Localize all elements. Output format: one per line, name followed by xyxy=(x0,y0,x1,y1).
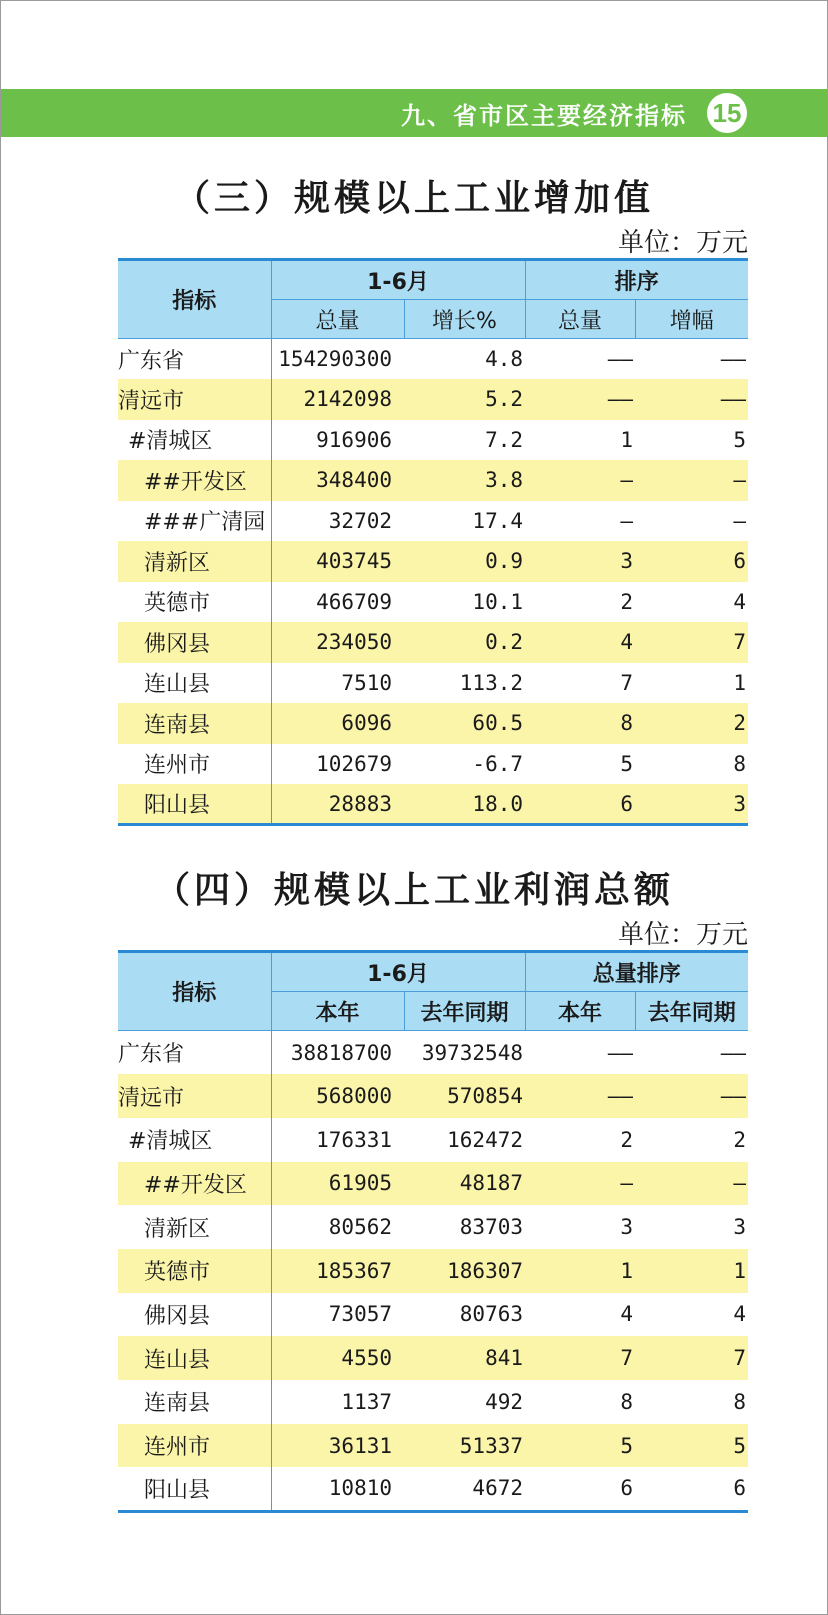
cell-growth: 5.2 xyxy=(404,379,525,420)
cell-this-year: 80562 xyxy=(328,1215,392,1240)
cell-rank-growth: —— xyxy=(635,379,748,420)
cell-total: 102679 xyxy=(316,751,392,776)
section3-unit: 单位：万元 xyxy=(617,228,748,258)
cell-rank-total: 3 xyxy=(525,541,635,582)
table-row xyxy=(118,1293,748,1337)
table-row xyxy=(118,582,748,623)
cell-rank-total: 6 xyxy=(525,784,635,825)
table-row xyxy=(118,379,748,420)
cell-growth: -6.7 xyxy=(472,751,523,776)
cell-rank-this-year: 3 xyxy=(620,1215,633,1240)
cell-rank-this-year: 5 xyxy=(525,1424,635,1468)
cell-rank-total: 7 xyxy=(620,670,633,695)
cell-rank-total: 4 xyxy=(525,622,635,663)
cell-growth: 3.8 xyxy=(404,460,525,501)
page-number-badge: 15 xyxy=(707,93,747,133)
cell-this-year: 73057 xyxy=(328,1302,392,1327)
cell-this-year: 176331 xyxy=(316,1127,392,1152)
cell-rank-this-year: —— xyxy=(607,1040,633,1065)
cell-this-year: 185367 xyxy=(271,1249,404,1293)
table-row xyxy=(118,1162,748,1206)
section4-title: （四）规模以上工业利润总额 xyxy=(153,870,674,911)
cell-last-year-same: 80763 xyxy=(459,1302,523,1327)
cell-rank-this-year: 6 xyxy=(525,1467,635,1511)
cell-rank-growth: — xyxy=(733,508,747,533)
row-name: 连山县 xyxy=(118,1336,271,1380)
cell-this-year: 36131 xyxy=(271,1424,404,1468)
header-last-year-same: 去年同期 xyxy=(404,992,525,1031)
header-total: 总量 xyxy=(271,300,404,339)
cell-total: 234050 xyxy=(271,622,404,663)
row-name: #清城区 xyxy=(118,1118,271,1162)
cell-last-year-same: 83703 xyxy=(459,1215,523,1240)
cell-rank-last-year: — xyxy=(635,1162,748,1206)
cell-rank-this-year: 8 xyxy=(620,1389,633,1414)
row-name: 连州市 xyxy=(118,744,271,785)
cell-last-year-same: 162472 xyxy=(447,1127,523,1152)
cell-rank-total: — xyxy=(620,508,633,533)
table-row xyxy=(118,1249,748,1293)
table-row xyxy=(118,1118,748,1162)
cell-last-year-same: 39732548 xyxy=(421,1040,523,1065)
cell-rank-last-year: 3 xyxy=(733,1215,747,1240)
table-row xyxy=(118,1424,748,1468)
cell-last-year-same: 48187 xyxy=(404,1162,525,1206)
cell-rank-growth: 8 xyxy=(733,751,747,776)
row-name: 清远市 xyxy=(118,379,271,420)
row-name: 连州市 xyxy=(118,1424,271,1468)
cell-rank-this-year: — xyxy=(525,1162,635,1206)
cell-last-year-same: 4672 xyxy=(404,1467,525,1511)
cell-rank-last-year: 2 xyxy=(733,1127,747,1152)
row-name: 连南县 xyxy=(118,703,271,744)
cell-rank-growth: 7 xyxy=(635,622,748,663)
cell-rank-growth: 6 xyxy=(635,541,748,582)
cell-rank-last-year: 5 xyxy=(635,1424,748,1468)
table-row xyxy=(118,460,748,501)
cell-rank-growth: 1 xyxy=(733,670,747,695)
cell-growth: 10.1 xyxy=(472,589,523,614)
cell-this-year: 4550 xyxy=(271,1336,404,1380)
row-name: 英德市 xyxy=(118,1249,271,1293)
cell-rank-this-year: 7 xyxy=(525,1336,635,1380)
table-row xyxy=(118,541,748,582)
cell-total: 32702 xyxy=(328,508,392,533)
cell-rank-growth: 2 xyxy=(635,703,748,744)
table-row xyxy=(118,1336,748,1380)
header-period: 1-6月 xyxy=(271,260,525,300)
cell-rank-last-year: 4 xyxy=(733,1302,747,1327)
cell-total: 403745 xyxy=(271,541,404,582)
cell-rank-last-year: 7 xyxy=(635,1336,748,1380)
header-period: 1-6月 xyxy=(271,952,525,992)
cell-rank-total: 2 xyxy=(620,589,633,614)
table-row xyxy=(118,622,748,663)
cell-this-year: 1137 xyxy=(341,1389,392,1414)
banner-title: 九、省市区主要经济指标 xyxy=(401,101,687,130)
cell-this-year: 568000 xyxy=(271,1074,404,1118)
row-name: 清新区 xyxy=(118,1205,271,1249)
section4-unit: 单位：万元 xyxy=(617,920,748,950)
row-name: ##开发区 xyxy=(118,460,271,501)
row-name: 广东省 xyxy=(118,339,271,380)
cell-last-year-same: 841 xyxy=(404,1336,525,1380)
row-name: 英德市 xyxy=(118,582,271,623)
cell-rank-this-year: 4 xyxy=(620,1302,633,1327)
cell-rank-last-year: 6 xyxy=(635,1467,748,1511)
row-name: 清新区 xyxy=(118,541,271,582)
row-name: ##开发区 xyxy=(118,1162,271,1206)
cell-rank-this-year: 2 xyxy=(620,1127,633,1152)
cell-rank-last-year: 8 xyxy=(733,1389,747,1414)
cell-growth: 0.2 xyxy=(404,622,525,663)
cell-last-year-same: 186307 xyxy=(404,1249,525,1293)
header-indicator: 指标 xyxy=(118,952,271,1031)
cell-growth: 7.2 xyxy=(485,427,523,452)
cell-growth: 113.2 xyxy=(459,670,523,695)
cell-growth: 0.9 xyxy=(404,541,525,582)
table-row xyxy=(118,744,748,785)
table-row xyxy=(118,501,748,542)
row-name: 佛冈县 xyxy=(118,1293,271,1337)
header-rank-last-year: 去年同期 xyxy=(635,992,748,1031)
cell-this-year: 38818700 xyxy=(290,1040,392,1065)
row-name: 连南县 xyxy=(118,1380,271,1424)
cell-this-year: 61905 xyxy=(271,1162,404,1206)
table-row xyxy=(118,1205,748,1249)
cell-rank-total: —— xyxy=(525,379,635,420)
row-name: 阳山县 xyxy=(118,784,271,825)
row-name: 佛冈县 xyxy=(118,622,271,663)
industrial-value-added-table xyxy=(118,258,748,826)
cell-rank-last-year: —— xyxy=(720,1040,747,1065)
header-rank-this-year: 本年 xyxy=(525,992,635,1031)
header-rank-total: 总量 xyxy=(525,300,635,339)
cell-total: 466709 xyxy=(316,589,392,614)
table-row xyxy=(118,1031,748,1075)
row-name: #清城区 xyxy=(118,420,271,461)
table-row xyxy=(118,703,748,744)
cell-rank-total: — xyxy=(525,460,635,501)
cell-rank-total: —— xyxy=(607,347,633,371)
table-row xyxy=(118,1380,748,1424)
table-row xyxy=(118,1074,748,1118)
cell-total: 28883 xyxy=(271,784,404,825)
cell-rank-last-year: 1 xyxy=(635,1249,748,1293)
cell-rank-growth: 4 xyxy=(733,589,747,614)
section3-title: （三）规模以上工业增加值 xyxy=(173,178,654,219)
table-row xyxy=(118,339,748,380)
table-row xyxy=(118,420,748,461)
cell-rank-total: 1 xyxy=(620,427,633,452)
cell-total: 154290300 xyxy=(278,347,392,371)
industrial-profit-table xyxy=(118,950,748,1513)
cell-last-year-same: 51337 xyxy=(404,1424,525,1468)
cell-total: 916906 xyxy=(316,427,392,452)
header-rank-growth: 增幅 xyxy=(635,300,748,339)
cell-growth: 18.0 xyxy=(404,784,525,825)
cell-rank-last-year: —— xyxy=(635,1074,748,1118)
cell-last-year-same: 570854 xyxy=(404,1074,525,1118)
header-rank: 排序 xyxy=(525,260,748,300)
cell-growth: 60.5 xyxy=(404,703,525,744)
cell-total: 2142098 xyxy=(271,379,404,420)
table-row xyxy=(118,663,748,704)
cell-this-year: 10810 xyxy=(271,1467,404,1511)
cell-rank-growth: 3 xyxy=(635,784,748,825)
section-banner xyxy=(1,89,827,137)
table-row xyxy=(118,1467,748,1511)
cell-total: 6096 xyxy=(271,703,404,744)
cell-rank-total: 5 xyxy=(620,751,633,776)
table-row xyxy=(118,784,748,825)
header-this-year: 本年 xyxy=(271,992,404,1031)
cell-rank-growth: — xyxy=(635,460,748,501)
header-indicator: 指标 xyxy=(118,260,271,339)
row-name: 连山县 xyxy=(118,663,271,704)
cell-rank-growth: 5 xyxy=(733,427,747,452)
row-name: ###广清园 xyxy=(118,501,271,542)
cell-total: 348400 xyxy=(271,460,404,501)
cell-growth: 4.8 xyxy=(485,347,523,371)
row-name: 阳山县 xyxy=(118,1467,271,1511)
row-name: 清远市 xyxy=(118,1074,271,1118)
cell-rank-this-year: 1 xyxy=(525,1249,635,1293)
cell-growth: 17.4 xyxy=(472,508,523,533)
header-rank: 总量排序 xyxy=(525,952,748,992)
row-name: 广东省 xyxy=(118,1031,271,1075)
cell-last-year-same: 492 xyxy=(485,1389,523,1414)
cell-rank-total: 8 xyxy=(525,703,635,744)
cell-rank-growth: —— xyxy=(720,347,747,371)
header-growth: 增长% xyxy=(404,300,525,339)
cell-total: 7510 xyxy=(341,670,392,695)
cell-rank-this-year: —— xyxy=(525,1074,635,1118)
